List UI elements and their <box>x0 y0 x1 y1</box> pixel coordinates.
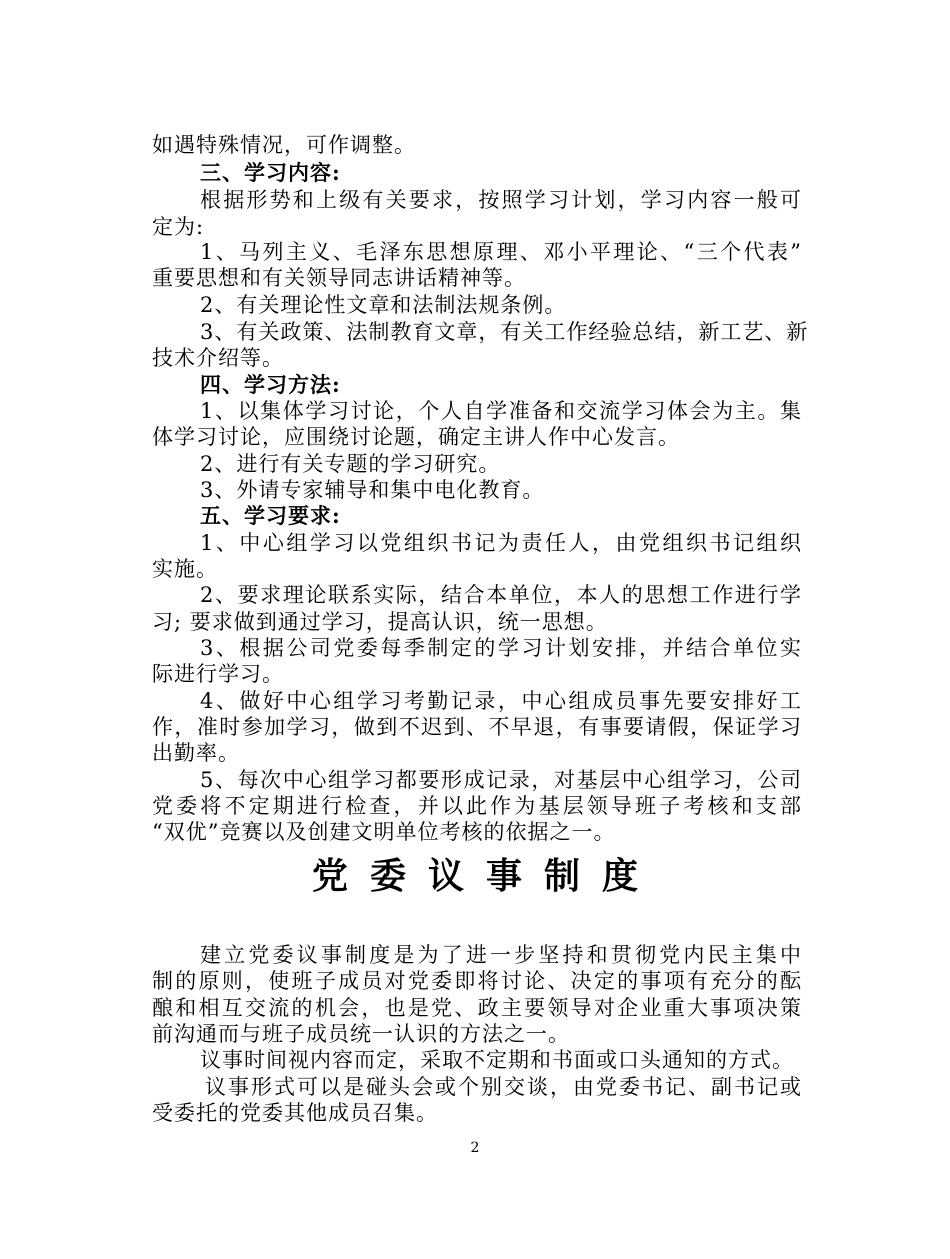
paragraph-line: “双优”竞赛以及创建文明单位考核的依据之一。 <box>152 820 616 844</box>
section-heading-method: 四、学习方法: <box>200 372 341 397</box>
paragraph-line: 4、做好中心组学习考勤记录，中心组成员事先要安排好工 <box>200 689 802 713</box>
paragraph-line: 2、有关理论性文章和法制法规条例。 <box>200 293 567 317</box>
paragraph-line: 重要思想和有关领导同志讲话精神等。 <box>152 266 526 290</box>
paragraph-line: 际进行学习。 <box>152 662 284 686</box>
paragraph-line: 受委托的党委其他成员召集。 <box>152 1101 438 1125</box>
paragraph-line: 体学习讨论，应围绕讨论题，确定主讲人作中心发言。 <box>152 425 680 449</box>
paragraph-line: 3、根据公司党委每季制定的学习计划安排，并结合单位实 <box>200 636 802 660</box>
paragraph-line: 定为: <box>152 215 205 239</box>
paragraph-line: 1、马列主义、毛泽东思想原理、邓小平理论、“三个代表” <box>200 240 802 264</box>
page-number: 2 <box>470 1140 480 1156</box>
paragraph-line: 3、外请专家辅导和集中电化教育。 <box>200 478 545 502</box>
paragraph-line: 2、要求理论联系实际，结合本单位，本人的思想工作进行学 <box>200 583 802 607</box>
paragraph-line: 如遇特殊情况，可作调整。 <box>152 133 416 157</box>
paragraph-line: 作，准时参加学习，做到不迟到、不早退，有事要请假，保证学习 <box>152 715 802 739</box>
paragraph-line: 1、中心组学习以党组织书记为责任人，由党组织书记组织 <box>200 531 802 555</box>
paragraph-line: 前沟通而与班子成员统一认识的方法之一。 <box>152 1022 570 1046</box>
paragraph-line: 酿和相互交流的机会，也是党、政主要领导对企业重大事项决策 <box>152 996 802 1020</box>
paragraph-line: 5、每次中心组学习都要形成记录，对基层中心组学习，公司 <box>200 768 802 792</box>
paragraph-line: 议事时间视内容而定，采取不定期和书面或口头通知的方式。 <box>200 1048 794 1072</box>
paragraph-line: 出勤率。 <box>152 741 240 765</box>
paragraph-line: 议事形式可以是碰头会或个别交谈，由党委书记、副书记或 <box>205 1075 802 1099</box>
paragraph-line: 建立党委议事制度是为了进一步坚持和贯彻党内民主集中 <box>200 943 802 967</box>
section-heading-content: 三、学习内容: <box>200 160 341 185</box>
paragraph-line: 习; 要求做到通过学习，提高认识，统一思想。 <box>152 610 608 634</box>
paragraph-line: 2、进行有关专题的学习研究。 <box>200 452 501 476</box>
paragraph-line: 实施。 <box>152 557 218 581</box>
document-title: 党委议事制度 <box>311 855 660 897</box>
paragraph-line: 根据形势和上级有关要求，按照学习计划，学习内容一般可 <box>200 188 802 212</box>
paragraph-line: 技术介绍等。 <box>152 346 284 370</box>
paragraph-line: 3、有关政策、法制教育文章，有关工作经验总结，新工艺、新 <box>200 320 809 344</box>
section-heading-requirements: 五、学习要求: <box>200 503 341 528</box>
paragraph-line: 1、以集体学习讨论，个人自学准备和交流学习体会为主。集 <box>200 399 802 423</box>
paragraph-line: 制的原则，使班子成员对党委即将讨论、决定的事项有充分的酝 <box>152 969 802 993</box>
paragraph-line: 党委将不定期进行检查，并以此作为基层领导班子考核和支部 <box>152 794 802 818</box>
